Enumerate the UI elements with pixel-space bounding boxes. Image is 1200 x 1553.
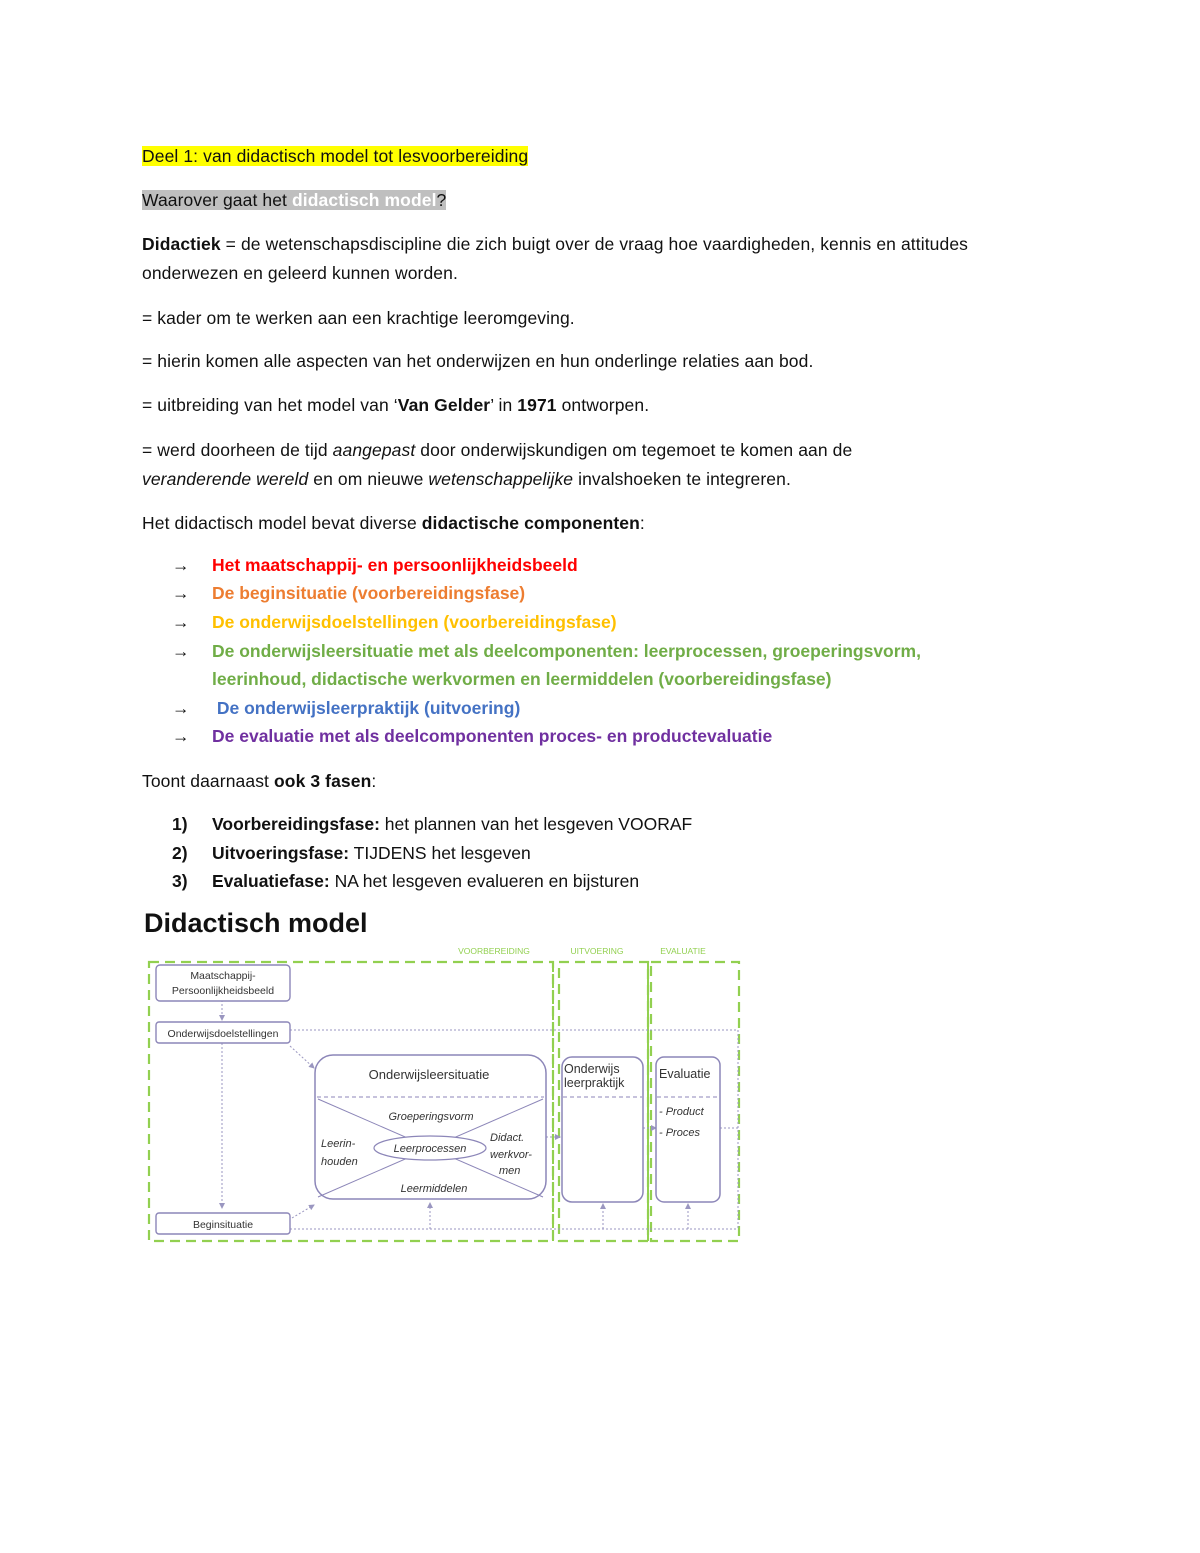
phase-label-uitvoering: UITVOERING	[570, 946, 624, 956]
phases-intro: Toont daarnaast ook 3 fasen:	[142, 771, 377, 791]
phase-label-evaluatie: EVALUATIE	[660, 946, 706, 956]
component-item: → De evaluatie met als deelcomponenten proces- en productevaluatie	[172, 722, 772, 750]
svg-text:- Proces: - Proces	[659, 1127, 700, 1139]
eq-line-4b: veranderende wereld en om nieuwe wetenschappelijke invalshoeken te integreren.	[142, 469, 791, 489]
svg-text:Evaluatie: Evaluatie	[659, 1067, 711, 1081]
question-line: Waarover gaat het didactisch model?	[142, 190, 447, 210]
svg-text:Leerprocessen: Leerprocessen	[393, 1143, 467, 1155]
diagram-title: Didactisch model	[144, 908, 368, 938]
svg-text:Beginsituatie: Beginsituatie	[192, 1219, 254, 1231]
svg-text:Onderwijs: Onderwijs	[564, 1062, 620, 1076]
eq-line-4a: = werd doorheen de tijd aangepast door onderwijskundigen om tegemoet te komen aan de	[142, 440, 853, 460]
svg-text:Didact.: Didact.	[490, 1132, 525, 1144]
component-item-continued: leerinhoud, didactische werkvormen en leermiddelen (voorbereidingsfase)	[212, 669, 832, 689]
svg-text:Groeperingsvorm: Groeperingsvorm	[388, 1111, 474, 1123]
svg-text:Leermiddelen: Leermiddelen	[400, 1183, 468, 1195]
eq-line-1: = kader om te werken aan een krachtige leeromgeving.	[142, 308, 575, 328]
highlighted-term: didactisch model	[291, 190, 437, 210]
component-item: → De beginsituatie (voorbereidingsfase)	[172, 579, 525, 607]
arrow-icon: →	[172, 726, 190, 746]
definition-line-1: Didactiek = de wetenschapsdiscipline die zich buigt over de vraag hoe vaardigheden, kennis en attitudes	[142, 234, 969, 254]
svg-text:werkvor-: werkvor-	[490, 1149, 532, 1161]
component-item: → Het maatschappij- en persoonlijkheidsbeeld	[172, 551, 578, 579]
component-item: → De onderwijsleersituatie met als deelcomponenten: leerprocessen, groeperingsvorm,	[172, 637, 921, 665]
phase-item: 1) Voorbereidingsfase: het plannen van het lesgeven VOORAF	[172, 814, 693, 834]
svg-text:Onderwijsdoelstellingen: Onderwijsdoelstellingen	[167, 1028, 279, 1040]
svg-text:Onderwijsleersituatie: Onderwijsleersituatie	[368, 1067, 490, 1082]
phase-item: 2) Uitvoeringsfase: TIJDENS het lesgeven	[172, 843, 531, 863]
component-item: → De onderwijsleerpraktijk (uitvoering)	[172, 694, 520, 722]
arrow-icon: →	[172, 583, 190, 603]
svg-text:houden: houden	[321, 1156, 358, 1168]
svg-text:Leerin-: Leerin-	[321, 1138, 356, 1150]
component-item: → De onderwijsdoelstellingen (voorbereidingsfase)	[172, 608, 617, 636]
arrow-icon: →	[172, 641, 190, 661]
svg-text:- Product: - Product	[659, 1106, 704, 1118]
definition-line-2: onderwezen en geleerd kunnen worden.	[142, 263, 458, 283]
eq-line-3: = uitbreiding van het model van ‘Van Gelder’ in 1971 ontworpen.	[142, 395, 650, 415]
phase-label-voorbereiding: VOORBEREIDING	[458, 946, 530, 956]
components-intro: Het didactisch model bevat diverse didactische componenten:	[142, 513, 645, 533]
arrow-icon: →	[172, 698, 190, 718]
arrow-icon: →	[172, 555, 190, 575]
svg-text:leerpraktijk: leerpraktijk	[564, 1076, 625, 1090]
eq-line-2: = hierin komen alle aspecten van het onderwijzen en hun onderlinge relaties aan bod.	[142, 351, 814, 371]
arrow-icon: →	[172, 612, 190, 632]
svg-text:Persoonlijkheidsbeeld: Persoonlijkheidsbeeld	[171, 985, 275, 997]
phase-item: 3) Evaluatiefase: NA het lesgeven evalueren en bijsturen	[172, 871, 640, 891]
svg-text:men: men	[499, 1165, 521, 1177]
heading: Deel 1: van didactisch model tot lesvoorbereiding	[142, 146, 529, 166]
svg-text:Maatschappij-: Maatschappij-	[190, 970, 256, 982]
